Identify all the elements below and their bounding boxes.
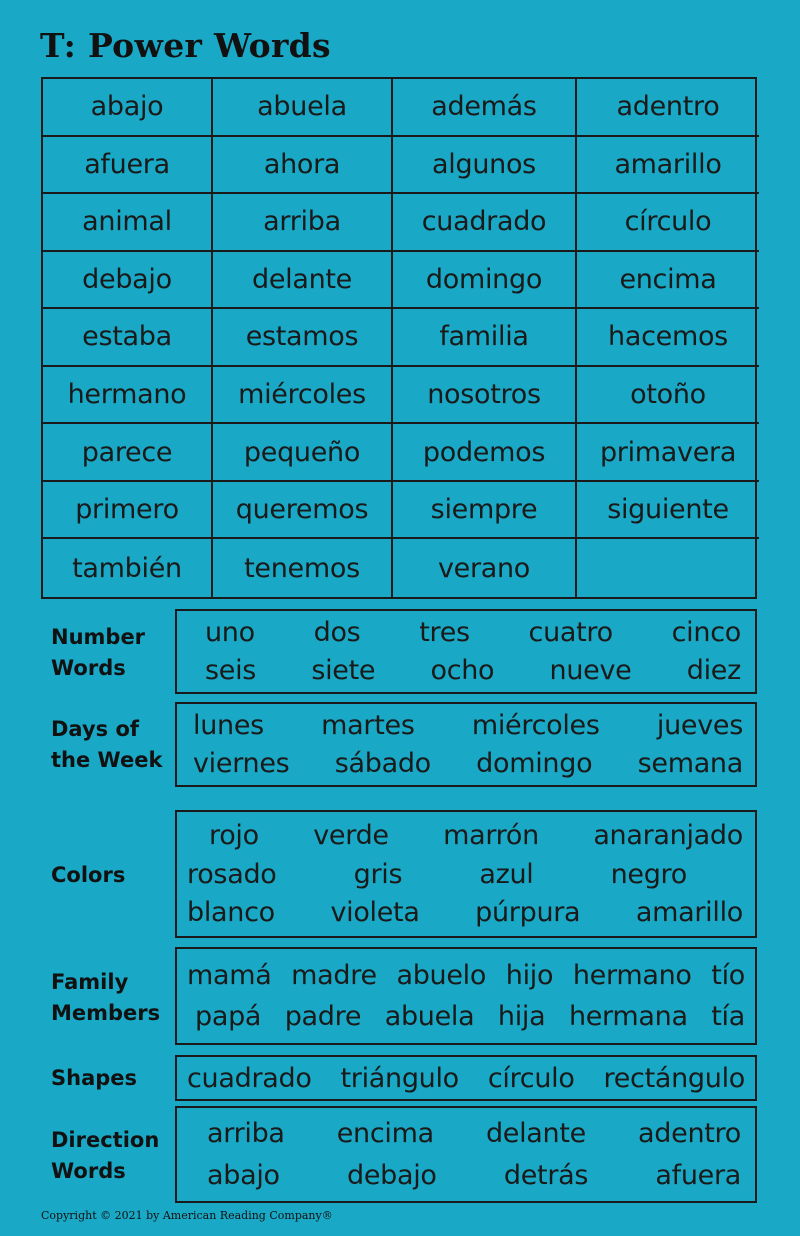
category-row <box>205 655 741 686</box>
label-line: Words <box>51 656 126 680</box>
word: marrón <box>443 819 539 851</box>
category-row <box>205 617 741 648</box>
word-cell: siempre <box>393 482 577 540</box>
word: lunes <box>193 710 264 742</box>
label-line: Members <box>51 1001 161 1025</box>
category-label-number-words <box>51 622 145 684</box>
word: abuelo <box>396 959 487 991</box>
word: gris <box>353 858 403 890</box>
word: martes <box>321 710 415 742</box>
page-title: T: Power Words <box>40 26 331 65</box>
word-cell: ahora <box>213 137 393 195</box>
word: uno <box>205 617 255 649</box>
category-label-family-members <box>51 967 160 1029</box>
category-label-days-of-the-week <box>51 714 162 776</box>
word: rojo <box>209 819 259 851</box>
word: tía <box>711 1001 745 1033</box>
category-row <box>187 859 743 890</box>
word: delante <box>485 1118 586 1150</box>
word: hija <box>497 1001 546 1033</box>
word: negro <box>610 858 687 890</box>
word-cell: también <box>43 539 213 597</box>
word-cell: además <box>393 79 577 137</box>
word-cell-empty <box>577 539 759 597</box>
word: tío <box>711 959 745 991</box>
word: padre <box>284 1001 362 1033</box>
word-cell: hacemos <box>577 309 759 367</box>
category-row <box>187 1001 745 1032</box>
word: círculo <box>487 1062 575 1094</box>
label-line: Words <box>51 1159 126 1183</box>
word: mamá <box>187 959 272 991</box>
word-cell: hermano <box>43 367 213 425</box>
word: abuela <box>384 1001 475 1033</box>
word: hermana <box>568 1001 688 1033</box>
word-cell: pequeño <box>213 424 393 482</box>
word-cell: amarillo <box>577 137 759 195</box>
word: anaranjado <box>593 819 743 851</box>
label-line: Shapes <box>51 1066 138 1090</box>
category-row <box>193 748 743 779</box>
word: púrpura <box>475 897 581 929</box>
word-cell: primero <box>43 482 213 540</box>
word-cell: verano <box>393 539 577 597</box>
word: arriba <box>207 1118 285 1150</box>
word: blanco <box>187 897 275 929</box>
word: dos <box>313 617 361 649</box>
word: siete <box>311 654 376 686</box>
word: tres <box>419 617 470 649</box>
power-words-grid <box>41 77 757 599</box>
word-cell: nosotros <box>393 367 577 425</box>
word-cell: domingo <box>393 252 577 310</box>
word-cell: estamos <box>213 309 393 367</box>
word: hijo <box>505 959 554 991</box>
word-cell: parece <box>43 424 213 482</box>
word: violeta <box>330 897 420 929</box>
word: ocho <box>430 654 495 686</box>
category-label-shapes <box>51 1063 137 1094</box>
word-cell: arriba <box>213 194 393 252</box>
word: hermano <box>572 959 692 991</box>
word-cell: adentro <box>577 79 759 137</box>
label-line: Colors <box>51 863 126 887</box>
copyright-notice: Copyright © 2021 by American Reading Company® <box>41 1209 333 1222</box>
word-cell: afuera <box>43 137 213 195</box>
word: semana <box>637 747 743 779</box>
word: domingo <box>476 747 593 779</box>
word-cell: debajo <box>43 252 213 310</box>
word: verde <box>313 819 389 851</box>
category-box-number-words <box>175 609 757 694</box>
word: debajo <box>347 1159 437 1191</box>
category-row <box>187 1063 745 1094</box>
word: cinco <box>671 617 741 649</box>
word-cell: tenemos <box>213 539 393 597</box>
category-box-shapes <box>175 1055 757 1101</box>
word-cell: algunos <box>393 137 577 195</box>
word-cell: miércoles <box>213 367 393 425</box>
label-line: Family <box>51 970 129 994</box>
label-line: Days of <box>51 717 140 741</box>
word: azul <box>479 858 534 890</box>
word: amarillo <box>635 897 743 929</box>
word-cell: otoño <box>577 367 759 425</box>
word-cell: cuadrado <box>393 194 577 252</box>
category-box-days-of-the-week <box>175 702 757 787</box>
category-label-colors <box>51 860 125 891</box>
word-cell: delante <box>213 252 393 310</box>
word: seis <box>205 654 257 686</box>
word: encima <box>336 1118 434 1150</box>
word: rectángulo <box>603 1062 745 1094</box>
label-line: the Week <box>51 748 163 772</box>
category-box-direction-words <box>175 1106 757 1203</box>
word: papá <box>195 1001 262 1033</box>
word-cell: encima <box>577 252 759 310</box>
word-cell: queremos <box>213 482 393 540</box>
word: sábado <box>334 747 431 779</box>
word-cell: círculo <box>577 194 759 252</box>
word-cell: abuela <box>213 79 393 137</box>
word-cell: abajo <box>43 79 213 137</box>
word: detrás <box>503 1159 589 1191</box>
word-cell: estaba <box>43 309 213 367</box>
word: nueve <box>549 654 632 686</box>
word: miércoles <box>471 710 600 742</box>
word: triángulo <box>340 1062 459 1094</box>
word-cell: animal <box>43 194 213 252</box>
word: cuadrado <box>187 1062 312 1094</box>
word: abajo <box>207 1159 280 1191</box>
category-box-family-members <box>175 947 757 1045</box>
category-row <box>207 1118 741 1149</box>
category-label-direction-words <box>51 1125 159 1187</box>
label-line: Number <box>51 625 146 649</box>
category-row <box>187 820 743 851</box>
word-cell: familia <box>393 309 577 367</box>
category-box-colors <box>175 810 757 938</box>
category-row <box>207 1160 741 1191</box>
word: jueves <box>656 710 743 742</box>
word: cuatro <box>528 617 613 649</box>
word-cell: podemos <box>393 424 577 482</box>
label-line: Direction <box>51 1128 160 1152</box>
word: diez <box>686 654 741 686</box>
category-row <box>187 960 745 991</box>
word: rosado <box>187 858 277 890</box>
category-row <box>187 897 743 928</box>
word: afuera <box>655 1159 741 1191</box>
category-row <box>193 710 743 741</box>
word-cell: siguiente <box>577 482 759 540</box>
word: adentro <box>638 1118 741 1150</box>
word-cell: primavera <box>577 424 759 482</box>
word: viernes <box>193 747 290 779</box>
word: madre <box>291 959 377 991</box>
